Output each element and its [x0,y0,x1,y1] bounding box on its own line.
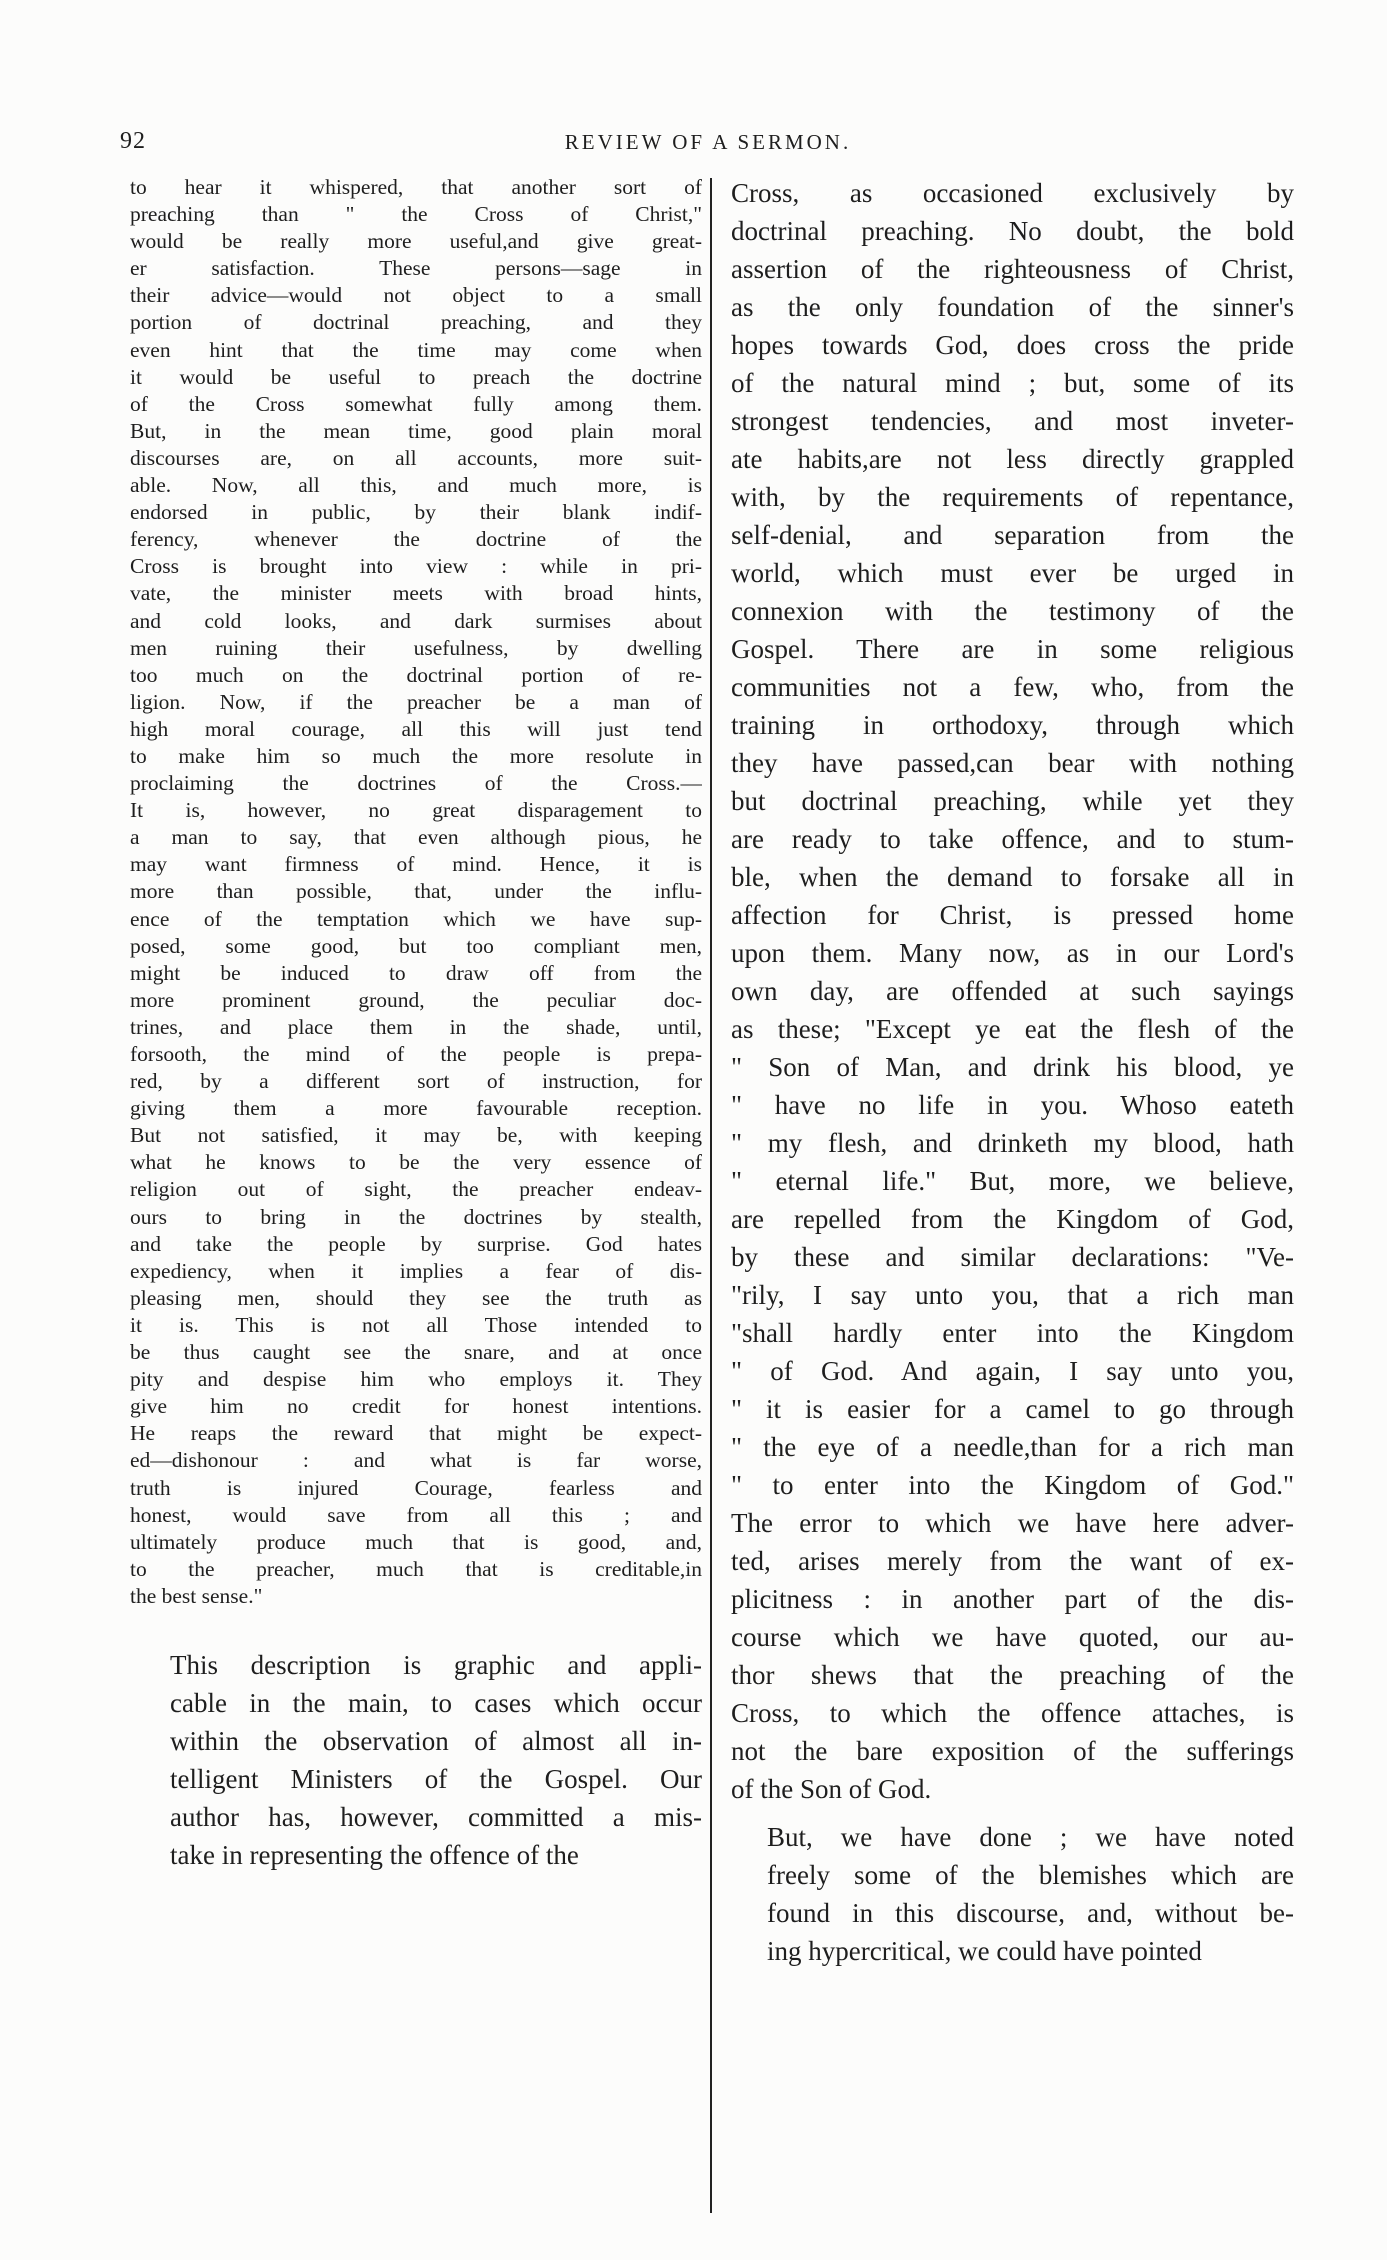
text-line: the best sense." [130,1583,263,1608]
commentary-paragraph [130,1646,702,1874]
text-line: discourses are, on all accounts, more suit- [130,445,702,470]
text-line: not the bare exposition of the sufferings [731,1736,1294,1766]
text-line: Gospel. There are in some religious [731,634,1294,664]
text-line: course which we have quoted, our au- [731,1622,1294,1652]
text-line: of the Son of God. [731,1774,932,1804]
paragraph-closing [731,1818,1294,1970]
column-divider [710,178,712,2213]
text-line: But not satisfied, it may be, with keeping [130,1123,702,1148]
text-line: vate, the minister meets with broad hints, [130,581,702,606]
text-line: "rily, I say unto you, that a rich man [731,1280,1294,1310]
text-line: " it is easier for a camel to go through [731,1394,1294,1424]
text-line: cable in the main, to cases which occur [170,1687,702,1718]
text-line: pleasing men, should they see the truth as [130,1285,702,1310]
text-line: are ready to take offence, and to stum- [731,824,1294,854]
text-line: ultimately produce much that is good, and, [130,1529,702,1554]
text-line: be thus caught see the snare, and at once [130,1340,702,1365]
text-line: " the eye of a needle,than for a rich man [731,1432,1294,1462]
page-header [118,128,1298,164]
text-line: honest, would save from all this ; and [130,1502,702,1527]
text-line: He reaps the reward that might be expect- [130,1421,702,1446]
text-line: found in this discourse, and, without be- [767,1898,1294,1928]
text-line: plicitness : in another part of the dis- [731,1584,1294,1614]
text-line: " eternal life." But, more, we believe, [731,1166,1294,1196]
text-line: world, which must ever be urged in [731,558,1294,588]
left-column [130,174,702,1874]
page-number: 92 [120,128,146,154]
text-line: communities not a few, who, from the [731,672,1294,702]
text-line: with, by the requirements of repentance, [731,482,1294,512]
text-line: to the preacher, much that is creditable,in [130,1556,702,1581]
text-line: as the only foundation of the sinner's [731,292,1294,322]
text-line: forsooth, the mind of the people is prepa- [130,1042,702,1066]
text-line: expediency, when it implies a fear of dis- [130,1258,702,1283]
text-line: assertion of the righteousness of Christ, [731,254,1294,284]
text-line: to hear it whispered, that another sort of [130,175,702,199]
text-line: ble, when the demand to forsake all in [731,862,1294,892]
text-line: But, in the mean time, good plain moral [130,418,702,443]
text-line: affection for Christ, is pressed home [731,900,1294,930]
text-line: but doctrinal preaching, while yet they [731,786,1294,816]
text-line: Cross, to which the offence attaches, is [731,1698,1294,1728]
text-line: strongest tendencies, and most inveter- [731,406,1294,436]
text-line: But, we have done ; we have noted [767,1822,1294,1852]
text-line: of the natural mind ; but, some of its [731,368,1294,398]
text-line: even hint that the time may come when [130,337,702,362]
quoted-passage [130,174,702,1610]
text-line: This description is graphic and appli- [170,1649,702,1680]
text-line: training in orthodoxy, through which [731,710,1294,740]
text-line: more prominent ground, the peculiar doc- [130,987,702,1012]
text-line: men ruining their usefulness, by dwelling [130,635,702,660]
text-line: ligion. Now, if the preacher be a man of [130,689,702,714]
text-line: by these and similar declarations: "Ve- [731,1242,1294,1272]
text-line: ing hypercritical, we could have pointed [767,1936,1202,1966]
text-line: freely some of the blemishes which are [767,1860,1294,1890]
text-line: they have passed,can bear with nothing [731,748,1294,778]
text-line: and take the people by surprise. God hates [130,1231,702,1256]
text-line: pity and despise him who employs it. They [130,1367,702,1392]
text-line: their advice—would not object to a small [130,283,702,308]
text-line: The error to which we have here adver- [731,1508,1294,1538]
text-line: self-denial, and separation from the [731,520,1294,550]
text-line: proclaiming the doctrines of the Cross.— [130,771,702,796]
right-column [731,174,1294,1970]
text-line: may want firmness of mind. Hence, it is [130,852,702,877]
text-line: of the Cross somewhat fully among them. [130,391,702,416]
text-line: ence of the temptation which we have sup- [130,906,702,931]
text-line: what he knows to be the very essence of [130,1150,702,1175]
running-head: REVIEW OF A SERMON. [564,130,852,154]
text-line: ted, arises merely from the want of ex- [731,1546,1294,1576]
text-line: religion out of sight, the preacher endeav- [130,1177,702,1202]
text-line: author has, however, committed a mis- [170,1801,702,1832]
text-line: giving them a more favourable reception. [130,1096,702,1121]
text-line: doctrinal preaching. No doubt, the bold [731,216,1294,246]
text-line: to make him so much the more resolute in [130,743,702,768]
text-line: Cross is brought into view : while in pri- [130,554,702,579]
text-line: it would be useful to preach the doctrine [130,364,702,389]
text-line: are repelled from the Kingdom of God, [731,1204,1294,1234]
text-line: preaching than " the Cross of Christ," [130,202,702,227]
text-line: it is. This is not all Those intended to [130,1312,702,1337]
text-line: would be really more useful,and give great- [130,229,702,254]
text-line: high moral courage, all this will just tend [130,716,702,741]
text-line: within the observation of almost all in- [170,1725,702,1756]
text-line: more than possible, that, under the influ- [130,879,702,904]
text-line: upon them. Many now, as in our Lord's [731,938,1294,968]
paragraph-continued [731,174,1294,1808]
text-line: a man to say, that even although pious, he [130,825,702,850]
text-line: red, by a different sort of instruction, for [130,1069,702,1094]
text-line: ate habits,are not less directly grappled [731,444,1294,474]
text-line: take in representing the offence of the [170,1839,579,1870]
text-line: hopes towards God, does cross the pride [731,330,1294,360]
text-line: " have no life in you. Whoso eateth [731,1090,1294,1120]
text-line: ed—dishonour : and what is far worse, [130,1448,702,1473]
text-line: "shall hardly enter into the Kingdom [731,1318,1294,1348]
text-line: portion of doctrinal preaching, and they [130,310,702,335]
text-line: truth is injured Courage, fearless and [130,1475,702,1500]
text-line: might be induced to draw off from the [130,960,702,985]
text-line: er satisfaction. These persons—sage in [130,256,702,281]
text-line: give him no credit for honest intentions. [130,1394,702,1419]
text-line: posed, some good, but too compliant men, [130,933,702,958]
text-line: as these; "Except ye eat the flesh of the [731,1014,1294,1044]
text-line: ours to bring in the doctrines by stealth, [130,1204,702,1229]
text-line: It is, however, no great disparagement to [130,798,702,823]
text-line: own day, are offended at such sayings [731,976,1294,1006]
text-line: thor shews that the preaching of the [731,1660,1294,1690]
text-line: able. Now, all this, and much more, is [130,473,702,498]
text-line: " Son of Man, and drink his blood, ye [731,1052,1294,1082]
text-line: " my flesh, and drinketh my blood, hath [731,1128,1294,1158]
text-line: telligent Ministers of the Gospel. Our [170,1763,702,1794]
text-line: " to enter into the Kingdom of God." [731,1470,1294,1500]
text-line: too much on the doctrinal portion of re- [130,662,702,687]
text-line: ferency, whenever the doctrine of the [130,527,702,552]
text-line: and cold looks, and dark surmises about [130,608,702,633]
text-line: trines, and place them in the shade, until, [130,1014,702,1039]
text-line: " of God. And again, I say unto you, [731,1356,1294,1386]
text-line: endorsed in public, by their blank indif- [130,500,702,525]
text-line: Cross, as occasioned exclusively by [731,178,1294,208]
text-line: connexion with the testimony of the [731,596,1294,626]
